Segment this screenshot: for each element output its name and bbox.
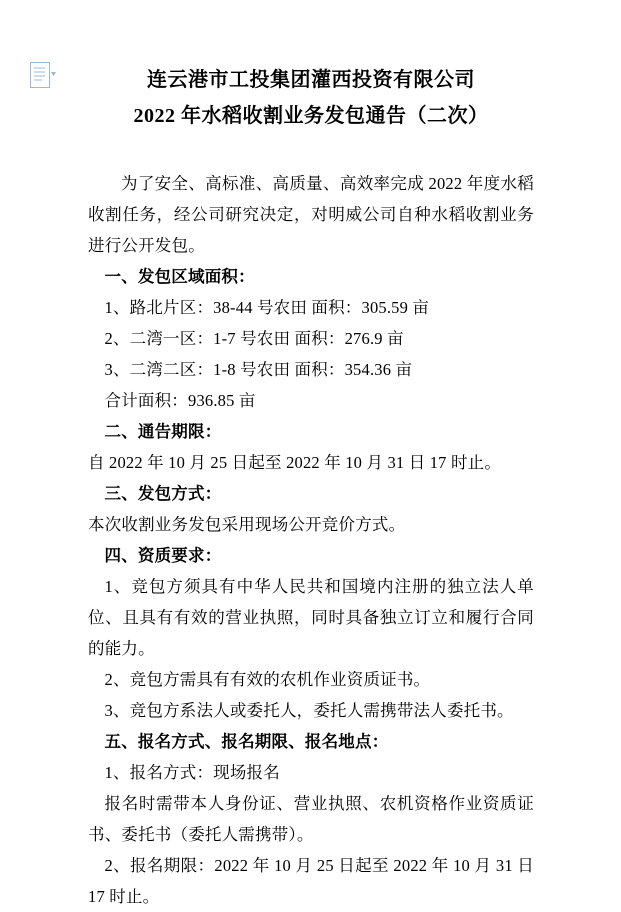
section-heading-5: 五、报名方式、报名期限、报名地点： — [104, 732, 389, 751]
document-body — [88, 168, 534, 912]
qualification-item-1: 1、竞包方须具有中华人民共和国境内注册的独立法人单位、且具有有效的营业执照，同时具备独立订立和履行合同的能力。 — [88, 577, 534, 658]
title-line-1: 连云港市工投集团灌西投资有限公司 — [147, 69, 475, 91]
qualification-item-2: 2、竞包方需具有有效的农机作业资质证书。 — [104, 670, 431, 689]
title-line-2: 2022 年水稻收割业务发包通告（二次） — [133, 105, 489, 127]
section-heading-4: 四、资质要求： — [104, 546, 222, 565]
contract-method-text: 本次收割业务发包采用现场公开竞价方式。 — [88, 515, 406, 534]
area-item-2: 2、二湾一区：1-7 号农田 面积：276.9 亩 — [104, 329, 404, 348]
registration-period: 2、报名期限：2022 年 10 月 25 日起至 2022 年 10 月 31 日 17 时止。 — [88, 856, 534, 906]
intro-paragraph: 为了安全、高标准、高质量、高效率完成 2022 年度水稻收割任务，经公司研究决定，对明威公司自种水稻收割业务进行公开发包。 — [88, 174, 534, 255]
notice-period-text: 自 2022 年 10 月 25 日起至 2022 年 10 月 31 日 17 时止。 — [88, 453, 502, 472]
page-title — [88, 62, 534, 134]
area-item-1: 1、路北片区：38-44 号农田 面积：305.59 亩 — [104, 298, 430, 317]
section-heading-2: 二、通告期限： — [104, 422, 222, 441]
registration-documents: 报名时需带本人身份证、营业执照、农机资格作业资质证书、委托书（委托人需携带）。 — [88, 794, 534, 844]
registration-method: 1、报名方式：现场报名 — [104, 763, 280, 782]
section-heading-3: 三、发包方式： — [104, 484, 222, 503]
document-file-icon — [30, 62, 56, 92]
area-item-3: 3、二湾二区：1-8 号农田 面积：354.36 亩 — [104, 360, 413, 379]
qualification-item-3: 3、竞包方系法人或委托人，委托人需携带法人委托书。 — [104, 701, 514, 720]
area-total: 合计面积：936.85 亩 — [104, 391, 256, 410]
document-content — [88, 62, 534, 912]
section-heading-1: 一、发包区域面积： — [104, 267, 255, 286]
